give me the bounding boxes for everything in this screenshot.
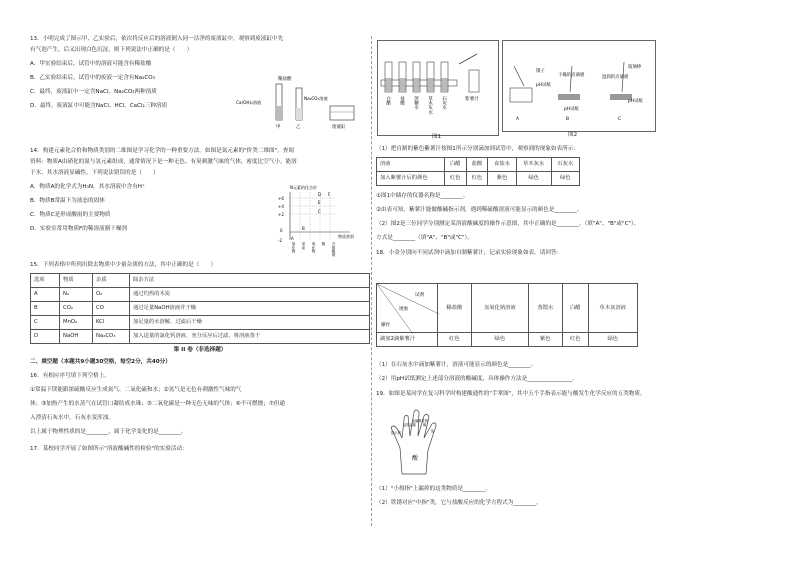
- q14-valence-chart: [276, 184, 366, 260]
- fig2-item-1: pH试纸: [536, 83, 551, 88]
- q13-acid-label: 稀盐酸: [278, 77, 292, 82]
- q13-figure: [232, 74, 362, 132]
- q15-r0-1: N₂: [60, 287, 93, 301]
- q14-option-b: B．物质B常温下为液态的固体: [30, 197, 105, 204]
- q14-cat-2: 氧化物: [312, 242, 316, 253]
- q17b-r-5: 绿色: [551, 171, 579, 185]
- fig1-caption: 图1: [432, 134, 442, 140]
- q16-line-5: 以上属于物理性质的是________，属于化学变化的是________。: [30, 428, 187, 435]
- q19-hand-diagram: [386, 408, 458, 476]
- q18-s2: （2）用pH试纸测定上述部分溶液的酸碱度，具体操作方法是________________。: [376, 375, 578, 382]
- q14-stem-2: 资料：物质A由硝化的氮与氢元素组成，通常情况下是一种无色、有臭刺激气味的气体，密度比空气小，能溶: [30, 158, 297, 165]
- q17b-table: [376, 157, 580, 186]
- q16-line-4: 入澄清石灰水中，石灰水变浑浊。: [30, 414, 114, 421]
- fig2-item-3: pH试纸: [564, 107, 579, 112]
- q19-palm: 酸: [412, 455, 419, 462]
- q18-h-2: 蒸馏水: [528, 284, 562, 333]
- q18-rowlabel: 滴加2滴紫薯汁: [377, 333, 438, 347]
- q13-stem-2: 有气泡产生，后又出现白色沉淀，则下列说法中正确的是（ ）: [30, 46, 193, 53]
- q17b-r-4: 绿色: [516, 171, 551, 185]
- fig1-tube-0: 白醋: [385, 96, 391, 106]
- q15-stem: 15．下列表格中所列出除去物质中少量杂质的方法，其中正确的是（ ）: [30, 262, 217, 268]
- q19-finger-3: 碱: [423, 423, 427, 427]
- q19-finger-1: 活泼金属: [403, 423, 416, 427]
- q18-h-3: 白醋: [562, 284, 588, 333]
- q17b-s4: 方式是________（填"A"、"B"或"C"）。: [376, 234, 473, 241]
- q17b-r-2: 红色: [466, 171, 488, 185]
- q15-h-1: 物质: [60, 273, 93, 287]
- q15-r1-1: CO₂: [60, 301, 93, 315]
- q19-answers: [376, 486, 768, 507]
- q18-s1: （1）在石灰水中滴加紫薯汁，溶液可能显示的颜色是________。: [376, 362, 537, 368]
- fig2-item-6: 玻璃棒: [628, 65, 642, 70]
- q18-h-1: 氢氧化钠溶液: [471, 284, 528, 333]
- table-header: [31, 273, 370, 287]
- q13-mid-reagent: Na₂CO₃溶液: [304, 96, 328, 101]
- q19-stem: 19．如图是某同学在复习科学时构建酸通性的"手掌图"，其中五个手指表示能与酸发生化学反应的五类物质。: [376, 390, 646, 397]
- q14-ylabel: N元素的化合价: [290, 185, 317, 190]
- q18-diag-cell: [377, 284, 438, 333]
- q14-point-f: F: [328, 192, 331, 197]
- fig1-tube-1: 盐酸: [399, 96, 405, 106]
- q15-r3-0: D: [31, 329, 60, 343]
- q17b-s1: ①图1中储存的仪器名称是________。: [376, 192, 469, 199]
- q15-r3-3: 加入适量的氯化钙溶液，充分反应后过滤，将溶液蒸干: [130, 329, 370, 343]
- q19-finger-2: 金属氧化物: [412, 419, 428, 423]
- fig1-label: 紫薯汁: [465, 97, 479, 102]
- q14-ytick-3: 0: [280, 228, 283, 233]
- table-header: [377, 157, 580, 171]
- table-header: [377, 284, 638, 333]
- q16-line-2: ①常温下镁能跟浓硫酸反应生成氮气、二氧化硫和水；②氢气是无色有刺激性气味的气: [30, 386, 242, 393]
- part2-section: 二、填空题（本题共9小题30空格，每空2分，共40分）: [30, 358, 171, 365]
- q15-r1-2: CO: [93, 301, 130, 315]
- q16-line-3: 体；③加热产生的水蒸气在试管口凝结成水珠；⑤二氧化碳是一种无色无味的气体；⑥不可燃烧；⑦但通: [30, 400, 285, 407]
- fig1-tube-4: 石灰水: [441, 96, 447, 110]
- q14-cat-4: 含氮酸钠: [332, 242, 336, 257]
- q17b-h-0: 溶液: [377, 157, 445, 171]
- q17b-h-5: 石灰水: [551, 157, 579, 171]
- q14-option-c: C．物质C是形成酸雨的主要物质: [30, 211, 111, 218]
- figure-1-drawing: [377, 40, 497, 140]
- q19-finger-0: 指示剂: [391, 431, 401, 435]
- q14-cat-0: 氢化物: [292, 242, 296, 253]
- q18-diag-lines: [377, 284, 439, 334]
- q15-table: [30, 273, 370, 344]
- q13-option-a: A．甲实验结束后，试管中的溶液可能含有稀盐酸: [30, 60, 152, 67]
- q14-cat-3: 酸: [322, 242, 326, 246]
- q13-stem-1: 13．小明完成了图示甲、乙实验后，依次将反应后的溶液倒入同一洁净的废液缸中，观察到废液缸中先: [30, 36, 284, 42]
- q14-option-a: A．物质A的化学式为H₃N，其水溶液中含有H⁺: [30, 183, 145, 190]
- q14-ytick-0: +6: [278, 196, 284, 201]
- fig2-item-2: 干燥的点滴板: [558, 73, 585, 78]
- q18-r-4: 绿色: [588, 333, 637, 347]
- fig2-item-5: pH试纸: [628, 99, 643, 104]
- q14-cat-1: 单质: [302, 242, 306, 250]
- q17b-r-0: 加入紫薯汁后的颜色: [377, 171, 445, 185]
- q14-xlabel: 物质类别: [338, 234, 354, 239]
- q15-r0-2: O₂: [93, 287, 130, 301]
- q15-r2-2: KCl: [93, 315, 130, 329]
- q18-h-0: 稀盐酸: [438, 284, 472, 333]
- q14-ytick-4: -2: [278, 238, 282, 243]
- q19-s1: （1）"小拇指"上漏掉的这类物质是________。: [376, 486, 491, 492]
- q18-answers: [376, 362, 768, 398]
- q15-r1-0: B: [31, 301, 60, 315]
- q16-line-1: 16．有相应序号填下列空格上。: [30, 372, 110, 379]
- table-row: [377, 171, 580, 185]
- q15-r1-3: 通过足量NaOH溶液并干燥: [130, 301, 370, 315]
- q15-h-0: 选项: [31, 273, 60, 287]
- q14-point-a: A: [291, 236, 294, 241]
- fig2-caption: 图2: [568, 132, 578, 138]
- q17-stem: 17．某校同学开展了如图所示"溶液酸碱性的检验"的实验活动：: [30, 445, 188, 452]
- table-row: [31, 301, 370, 315]
- q14-point-d: D: [318, 192, 322, 197]
- table-row: [31, 329, 370, 343]
- q18-diag-c: 操作: [381, 323, 391, 328]
- figure-2-drawing: [502, 40, 654, 132]
- q15-r3-2: Na₂CO₃: [93, 329, 130, 343]
- part2-title: 第 II 卷（非选择题）: [173, 346, 227, 353]
- q17b-s3: （2）图2是三位同学分别测定某溶液酸碱度的操作示意图，其中正确的是________。（填"A"、"B"或"C"）。: [376, 220, 640, 227]
- q18-r-3: 红色: [562, 333, 588, 347]
- q15-h-3: 除杂方法: [130, 273, 370, 287]
- q17b-r-3: 紫色: [488, 171, 516, 185]
- fig2-label-b: B: [566, 117, 570, 122]
- q14-ytick-1: +4: [278, 204, 284, 209]
- column-divider: [371, 36, 372, 526]
- q17b-h-4: 草木灰水: [516, 157, 551, 171]
- q17b-s2: ②由表可知，紫薯汁能做酸碱指示剂，遇到稀硫酸溶液可能显示的颜色是________。: [376, 206, 583, 213]
- q13-option-d: D．最终，废液缸中可能含NaCl、HCl、CaCl₂三种溶质: [30, 102, 168, 109]
- q18-stem: 18．小金分别向不同试剂中滴加自制紫薯汁，记录实验现象如表。请回答：: [376, 249, 563, 256]
- q13-jia: 甲: [276, 125, 281, 130]
- q19-s2: （2）铁锈对应"中指"类，它与盐酸反应的化学方程式为________。: [376, 499, 542, 506]
- q15-r0-3: 通过灼热的木炭: [130, 287, 370, 301]
- q18-table: [376, 283, 638, 347]
- q15-r2-3: 加足量的水溶解，过滤后干燥: [130, 315, 370, 329]
- q13-left-reagent: Ca(OH)₂溶液: [236, 100, 262, 105]
- table-row: [377, 333, 638, 347]
- q17b-h-3: 食盐水: [488, 157, 516, 171]
- q15-h-2: 杂质: [93, 273, 130, 287]
- q13-tank: 废液缸: [332, 125, 346, 130]
- fig2-item-0: 镊子: [536, 69, 545, 74]
- q18-diag-a: 试剂: [415, 293, 425, 298]
- q17b-r-1: 红色: [444, 171, 466, 185]
- q13-option-b: B．乙实验结束后，试管中的废液一定含有Na₂CO₃: [30, 74, 155, 81]
- q18-r-1: 绿色: [471, 333, 528, 347]
- q17b-h-2: 盐酸: [466, 157, 488, 171]
- q15-r0-0: A: [31, 287, 60, 301]
- fig1-tube-3: 草木灰水: [427, 96, 433, 115]
- q19-finger-4: 盐: [431, 429, 435, 433]
- q17b-block: [376, 146, 768, 257]
- q15-r2-0: C: [31, 315, 60, 329]
- q17b-intro: （1）把自制的紫色紫薯汁按图1所示分别滴加到试管中，观察到的现象如表所示：: [376, 146, 579, 152]
- q15-r2-1: MnO₂: [60, 315, 93, 329]
- table-row: [31, 315, 370, 329]
- q18-diag-b: 现象: [399, 307, 409, 312]
- fig1-tube-2: 蔗糖水: [413, 96, 419, 110]
- q15-block: [30, 262, 370, 453]
- q13-option-c: C．最终，废液缸中一定含NaCl、Na₂CO₃两种溶质: [30, 88, 157, 95]
- table-row: [31, 287, 370, 301]
- q14-stem-1: 14．构建元素化合价和物质类别的二维图是学习化学的一种重要方法。如图是氮元素的"价类二维图"。查阅: [30, 148, 294, 154]
- q18-r-2: 紫色: [528, 333, 562, 347]
- q14-stem-3: 于水，其水溶液显碱性，下列说法错误的是（ ）: [30, 169, 159, 176]
- q15-r3-1: NaOH: [60, 329, 93, 343]
- fig2-label-c: C: [618, 117, 622, 122]
- q14-option-d: D．实验室常用物质F的稀溶液制干燥剂: [30, 225, 128, 232]
- q14-point-c: C: [318, 209, 321, 214]
- q17b-h-1: 白醋: [444, 157, 466, 171]
- fig2-label-a: A: [516, 117, 520, 122]
- q14-ytick-2: +2: [278, 212, 284, 217]
- q18-h-4: 草木灰溶液: [588, 284, 637, 333]
- q13-yi: 乙: [296, 125, 301, 130]
- q14-point-e: E: [318, 200, 321, 205]
- q18-r-0: 红色: [438, 333, 472, 347]
- fig2-item-4: 湿润的点滴板: [602, 75, 629, 80]
- q14-point-b: B: [302, 226, 305, 231]
